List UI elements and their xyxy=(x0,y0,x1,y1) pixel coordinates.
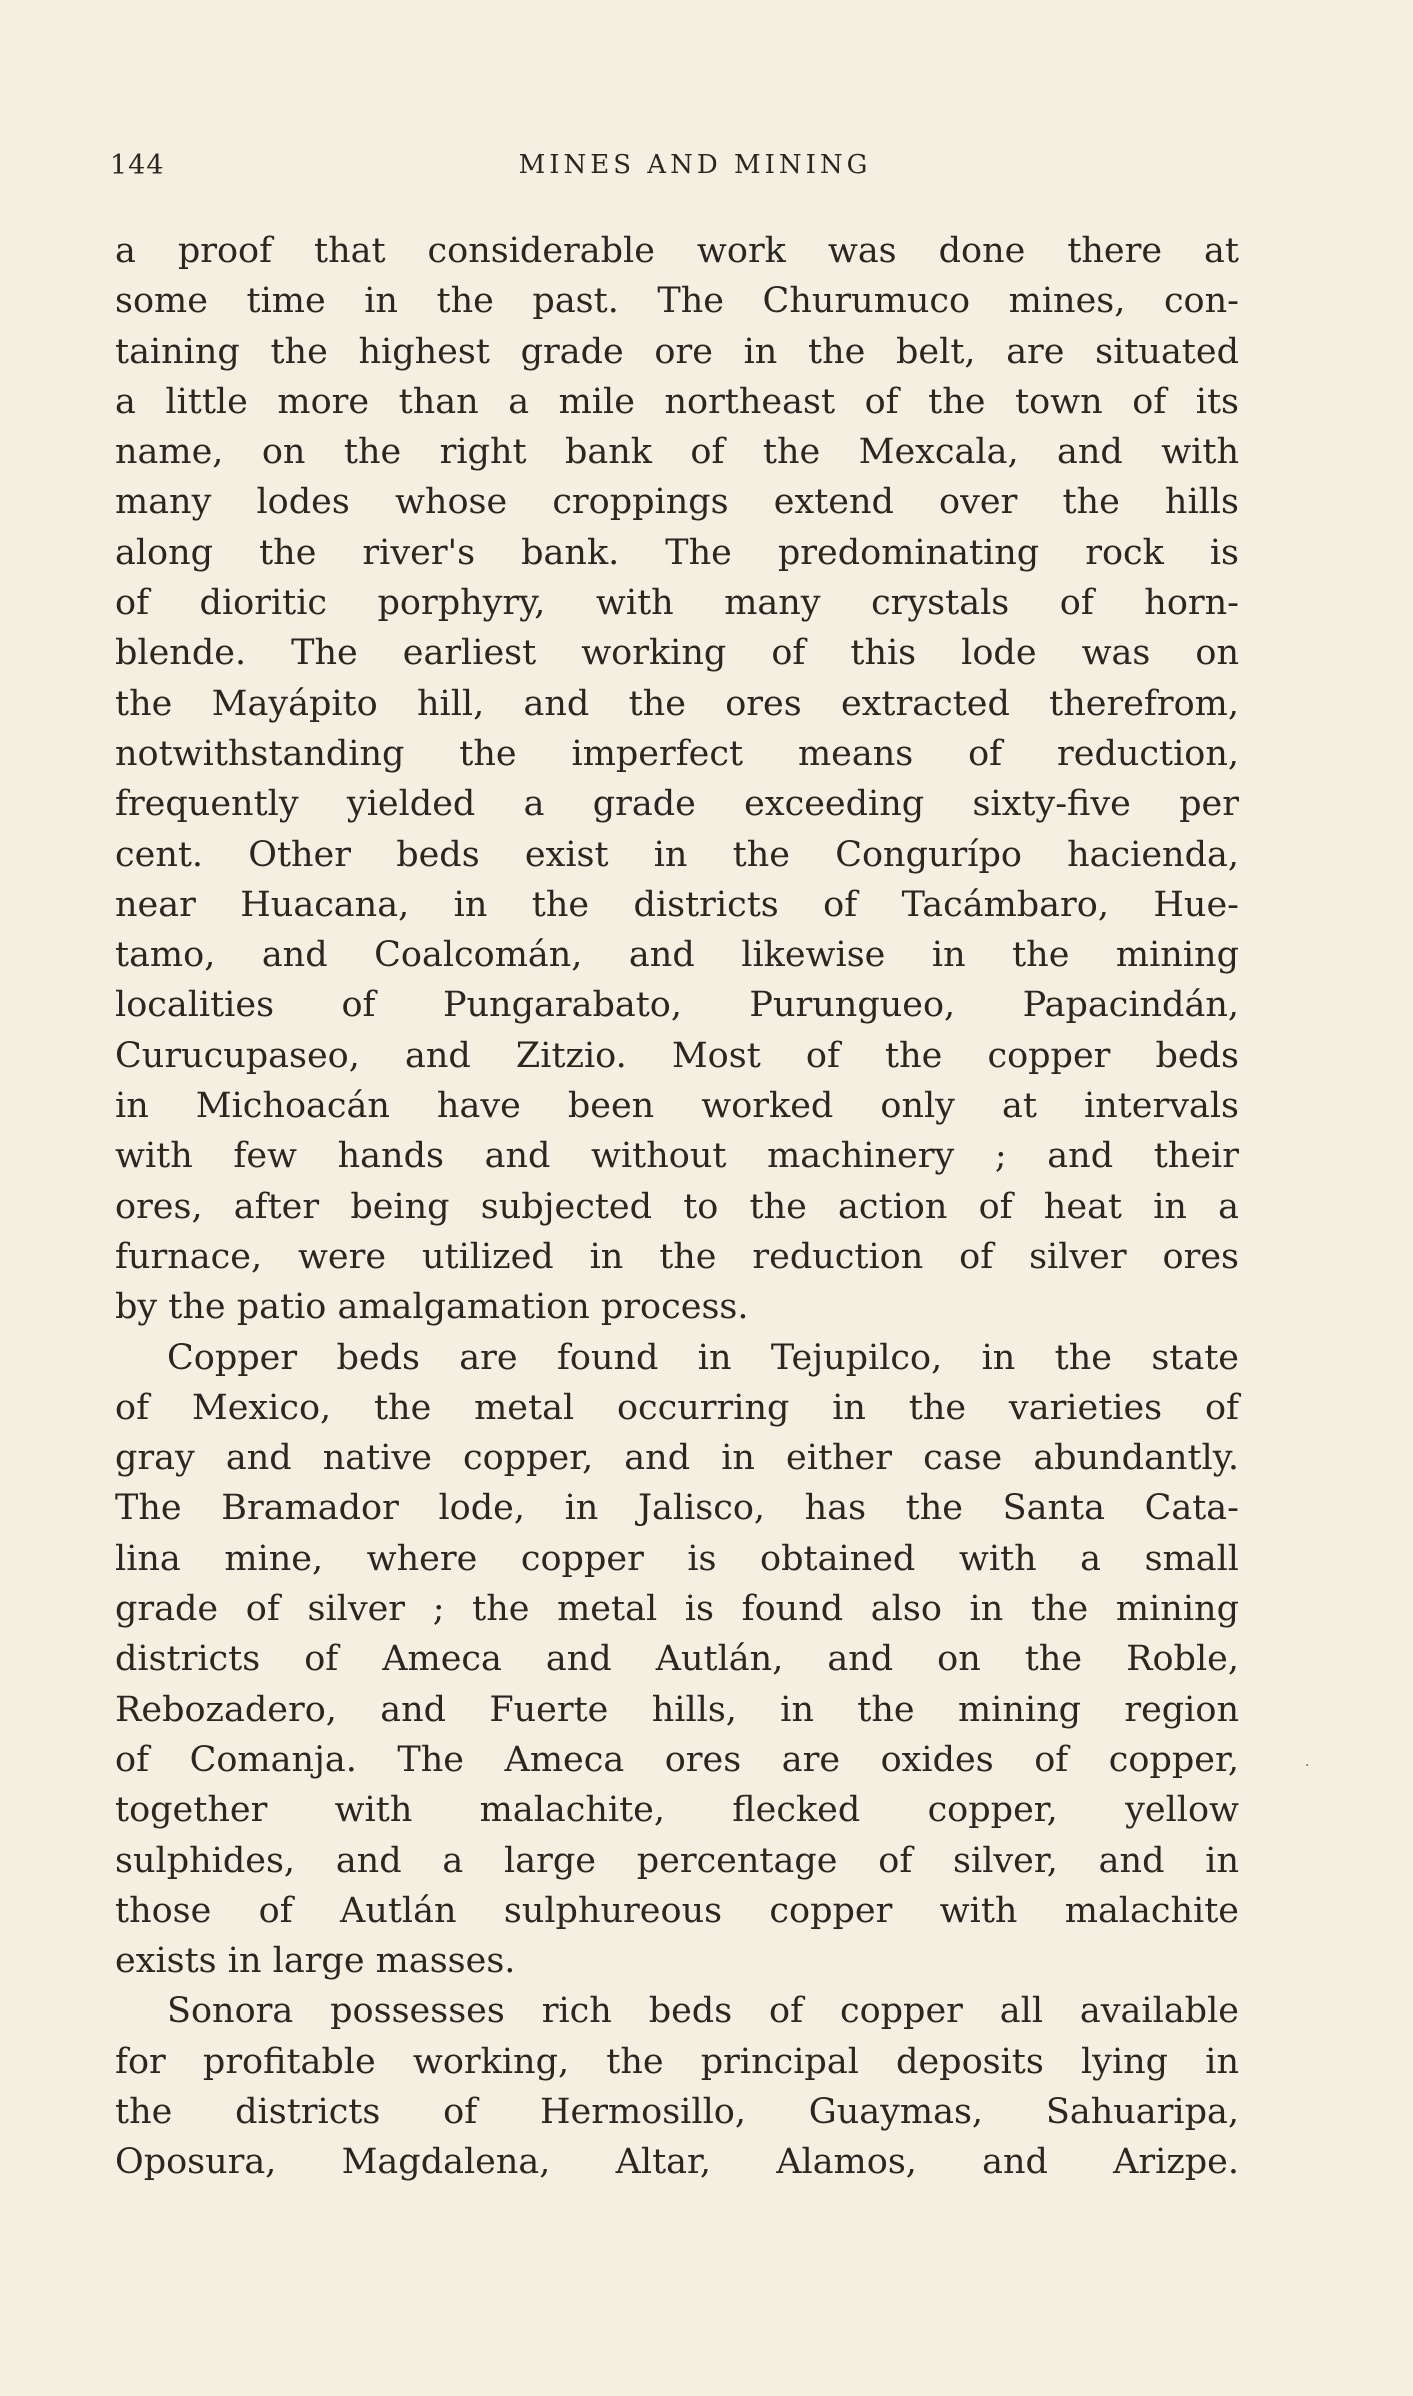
text-line: blende. The earliest working of this lode was on xyxy=(115,633,1239,674)
text-line: cent. Other beds exist in the Congurípo hacienda, xyxy=(115,834,1239,875)
text-line: furnace, were utilized in the reduction of silver ores xyxy=(115,1236,1239,1277)
paragraph-start-line: Sonora possesses rich beds of copper all available xyxy=(167,1991,1239,2032)
text-line: the districts of Hermosillo, Guaymas, Sahuaripa, xyxy=(115,2091,1239,2132)
text-line: grade of silver ; the metal is found also in the mining xyxy=(115,1589,1239,1630)
text-line: those of Autlán sulphureous copper with malachite xyxy=(115,1890,1239,1931)
text-line: a proof that considerable work was done there at xyxy=(115,231,1239,271)
body-text xyxy=(115,226,1239,2188)
paragraph-start-line: Copper beds are found in Tejupilco, in the state xyxy=(167,1337,1239,1378)
text-line: gray and native copper, and in either case abundantly. xyxy=(115,1438,1239,1479)
text-line: tamo, and Coalcomán, and likewise in the mining xyxy=(115,935,1239,976)
running-head: MINES AND MINING xyxy=(518,150,872,180)
text-line: in Michoacán have been worked only at intervals xyxy=(115,1086,1239,1127)
text-line: Rebozadero, and Fuerte hills, in the mining region xyxy=(115,1689,1239,1730)
text-line: frequently yielded a grade exceeding sixty-five per xyxy=(115,784,1239,825)
text-line: lina mine, where copper is obtained with a small xyxy=(115,1538,1239,1579)
print-speck: · xyxy=(1305,1758,1310,1774)
text-line: with few hands and without machinery ; and their xyxy=(115,1136,1239,1177)
text-line: taining the highest grade ore in the belt, are situated xyxy=(115,331,1239,372)
text-line: together with malachite, flecked copper, yellow xyxy=(115,1790,1239,1831)
text-line: some time in the past. The Churumuco mines, con- xyxy=(115,281,1239,322)
text-line: notwithstanding the imperfect means of reduction, xyxy=(115,733,1239,774)
text-line: by the patio amalgamation process. xyxy=(115,1287,749,1328)
text-line: of dioritic porphyry, with many crystals of horn- xyxy=(115,583,1239,624)
page-header xyxy=(110,150,1240,190)
page-number: 144 xyxy=(110,150,165,181)
text-line: name, on the right bank of the Mexcala, and with xyxy=(115,432,1239,473)
text-line: of Comanja. The Ameca ores are oxides of copper, xyxy=(115,1739,1239,1780)
text-line: sulphides, and a large percentage of silver, and in xyxy=(115,1840,1239,1881)
text-line: districts of Ameca and Autlán, and on the Roble, xyxy=(115,1639,1239,1680)
text-line: Oposura, Magdalena, Altar, Alamos, and Arizpe. xyxy=(115,2142,1239,2183)
text-line: localities of Pungarabato, Purungueo, Papacindán, xyxy=(115,985,1239,1026)
text-line: a little more than a mile northeast of the town of its xyxy=(115,381,1239,422)
text-line: many lodes whose croppings extend over the hills xyxy=(115,482,1239,523)
text-line: for profitable working, the principal deposits lying in xyxy=(115,2041,1239,2082)
text-line: of Mexico, the metal occurring in the varieties of xyxy=(115,1387,1239,1428)
text-line: exists in large masses. xyxy=(115,1941,516,1982)
text-line: The Bramador lode, in Jalisco, has the Santa Cata- xyxy=(115,1488,1239,1529)
text-line: Curucupaseo, and Zitzio. Most of the copper beds xyxy=(115,1035,1239,1076)
text-line: ores, after being subjected to the action of heat in a xyxy=(115,1186,1239,1227)
text-line: near Huacana, in the districts of Tacámbaro, Hue- xyxy=(115,884,1239,925)
text-line: the Mayápito hill, and the ores extracted therefrom, xyxy=(115,683,1239,724)
text-line: along the river's bank. The predominating rock is xyxy=(115,532,1239,573)
